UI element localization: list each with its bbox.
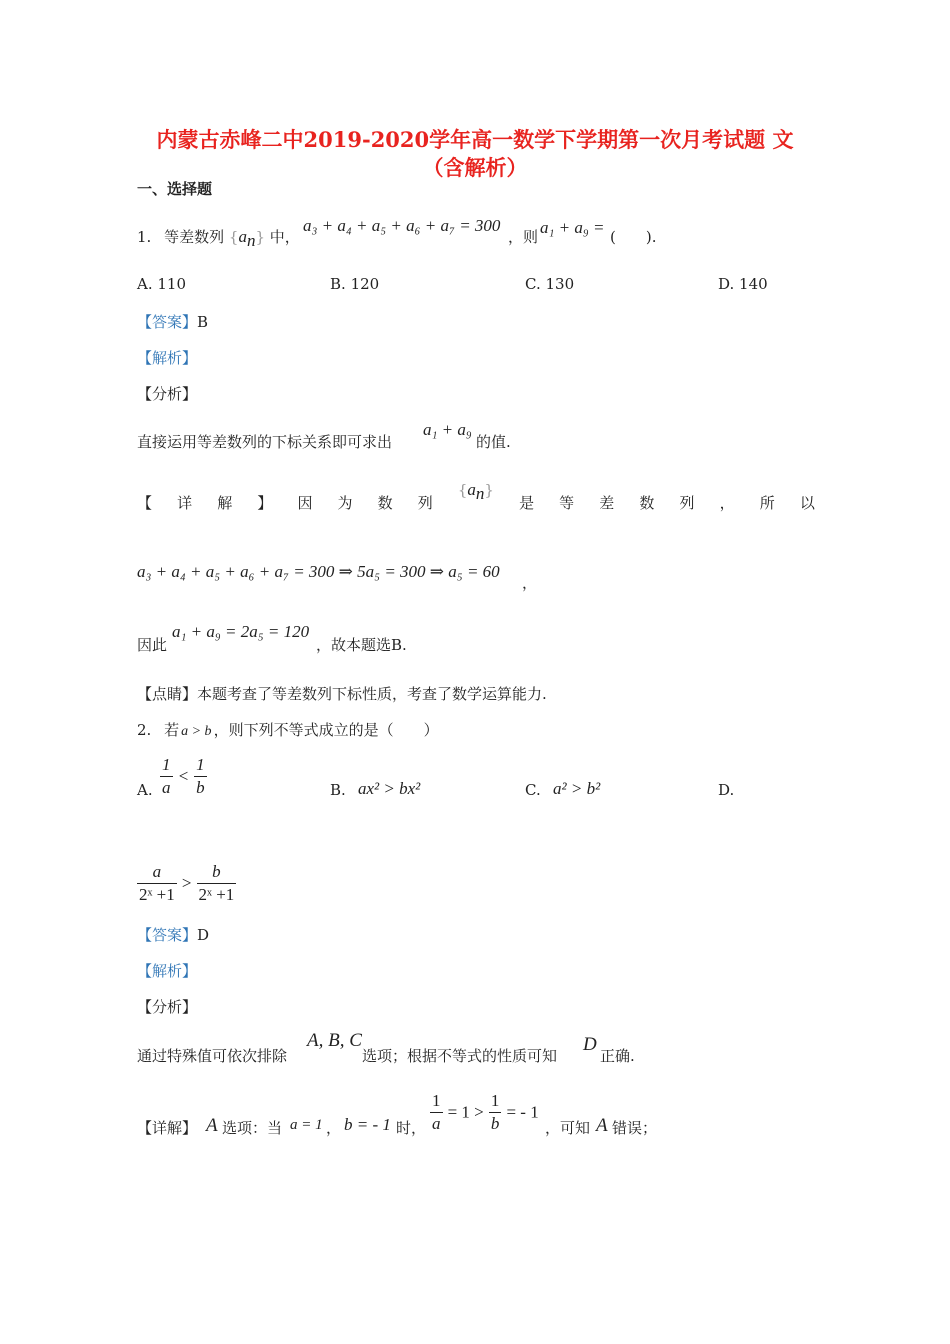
- q2-stem: 2. 若 a > b ，则下列不等式成立的是（ ）: [137, 721, 439, 739]
- q1-stem-c: ，则: [508, 228, 539, 246]
- q2-detail-tag: 【详解】: [137, 1119, 198, 1137]
- q1-fenxi-text: 直接运用等差数列的下标关系即可求出: [137, 433, 393, 451]
- q1-fenxi-end: 的值.: [476, 433, 511, 451]
- q2-detail-wrong: 错误；: [612, 1119, 658, 1137]
- q1-option-c: C. 130: [525, 275, 575, 293]
- q2-option-a-expr: $\frac{1}{a}$ < $\frac{1}{b}$: [162, 755, 205, 797]
- q1-answer: 【答案】B: [137, 313, 209, 331]
- section-heading: 一、选择题: [137, 180, 213, 198]
- q2-detail-a1: a = 1: [290, 1117, 323, 1133]
- q2-detail-b1: b = - 1: [344, 1115, 391, 1134]
- q2-detail-shi: 时，: [396, 1119, 427, 1137]
- q1-dianjing: 【点睛】本题考查了等差数列下标性质，考查了数学运算能力.: [137, 685, 547, 703]
- q1-fenxi-expr: a₁ + a₉: [423, 420, 472, 439]
- q2-option-d-label: D.: [718, 781, 735, 799]
- q2-fenxi-abc: A, B, C: [307, 1030, 362, 1051]
- q2-detail-a: A: [206, 1115, 218, 1136]
- q1-stem: 1. 等差数列 $\{a_n\}$ 中，: [137, 227, 300, 250]
- q2-option-d-expr: $\frac{a}{\text{2ˣ +1}}$ > $\frac{b}{\text{2ˣ +1}}$: [139, 862, 235, 904]
- q1-option-d: D. 140: [718, 275, 768, 293]
- q1-fenxi-tag: 【分析】: [137, 385, 198, 403]
- q1-detail-equation: a₃ + a₄ + a₅ + a₆ + a₇ = 300 ⇒ 5a₅ = 300 ⇒ a₅ = 60: [137, 562, 500, 581]
- q1-condition: a₃ + a₄ + a₅ + a₆ + a₇ = 300: [303, 216, 501, 235]
- q2-detail-sep: ，: [326, 1119, 342, 1137]
- q1-stem-d: ( ).: [610, 228, 657, 246]
- q2-detail-kz: ，可知: [545, 1119, 591, 1137]
- q2-fenxi-end: 正确.: [600, 1047, 635, 1065]
- q1-detail-eq-end: ，: [522, 574, 538, 592]
- q1-target: a₁ + a₉ =: [540, 218, 605, 237]
- document-title-subtitle: （含解析）: [422, 155, 528, 180]
- q2-option-c-label: C.: [525, 781, 541, 799]
- q2-option-c-expr: a² > b²: [553, 779, 601, 798]
- q2-fenxi-d: D: [583, 1034, 597, 1055]
- q2-detail-fractions: $\frac{1}{a}$ = 1 > $\frac{1}{b}$ = - 1: [432, 1091, 539, 1133]
- q1-yinci-equation: a₁ + a₉ = 2a₅ = 120: [172, 622, 310, 641]
- q2-fenxi-mid: 选项；根据不等式的性质可知: [362, 1047, 558, 1065]
- q2-option-b-expr: ax² > bx²: [358, 779, 421, 798]
- q2-option-a-label: A.: [137, 781, 153, 799]
- q1-yinci-end: ，故本题选B.: [316, 636, 407, 654]
- q2-detail-a2: A: [596, 1115, 608, 1136]
- q2-fenxi-tag: 【分析】: [137, 998, 198, 1016]
- q1-yinci: 因此: [137, 636, 168, 654]
- document-title: 内蒙古赤峰二中2019-2020学年高一数学下学期第一次月考试题 文: [156, 127, 794, 152]
- q1-analysis-tag: 【解析】: [137, 349, 198, 367]
- q1-detail-line: 【 详 解 】 因 为 数 列 $\{a_n\}$ 是 等 差 数 列 ， 所 以: [137, 480, 815, 512]
- q2-detail-when: 选项：当: [222, 1119, 283, 1137]
- q2-analysis-tag: 【解析】: [137, 962, 198, 980]
- q2-fenxi-text: 通过特殊值可依次排除: [137, 1047, 288, 1065]
- q1-option-b: B. 120: [330, 275, 380, 293]
- q2-answer: 【答案】D: [137, 926, 210, 944]
- q1-option-a: A. 110: [137, 275, 187, 293]
- q2-option-b-label: B.: [330, 781, 346, 799]
